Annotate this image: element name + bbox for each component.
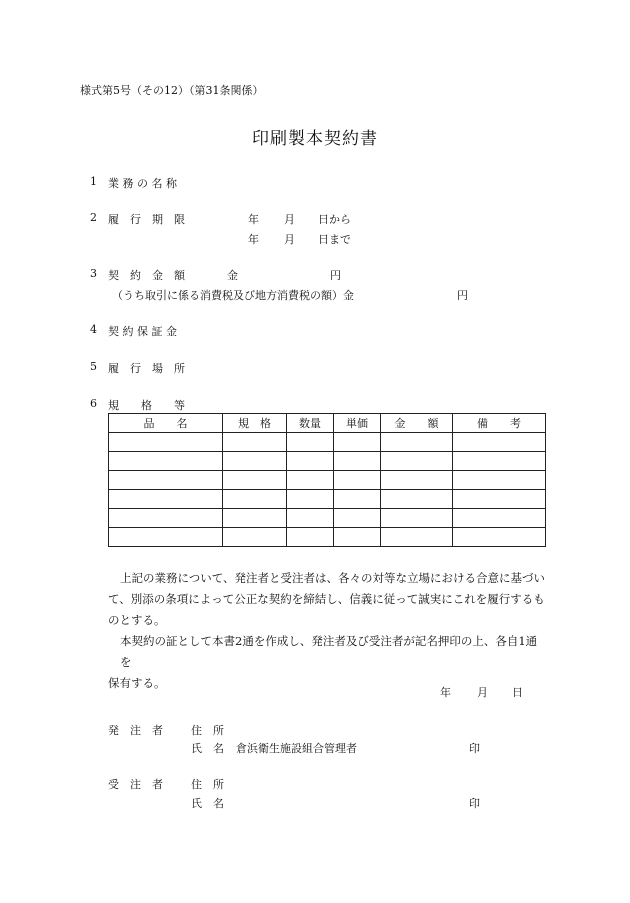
item-4-number: 4 (90, 323, 97, 336)
tax-amount-en: 円 (457, 289, 468, 302)
item-1-label: 業 務 の 名 称 (108, 177, 177, 190)
table-cell[interactable] (223, 528, 287, 547)
table-cell[interactable] (223, 509, 287, 528)
paragraph-1-line-1: 上記の業務について、発注者と受注者は、各々の対等な立場における合意に基づい (120, 571, 546, 585)
contractor-name-label: 氏 名 (191, 797, 224, 810)
table-cell[interactable] (287, 509, 334, 528)
table-cell[interactable] (381, 509, 453, 528)
table-cell[interactable] (453, 452, 546, 471)
contractor-seal: 印 (469, 797, 480, 810)
col-header-amount: 金 額 (381, 414, 453, 433)
table-row (109, 471, 546, 490)
contractor-role: 受 注 者 (108, 778, 163, 791)
period-start-month: 月 (284, 213, 295, 226)
table-cell[interactable] (381, 452, 453, 471)
period-end-month: 月 (284, 233, 295, 246)
table-row (109, 452, 546, 471)
col-header-unit-price: 単価 (334, 414, 381, 433)
table-cell[interactable] (453, 471, 546, 490)
item-6-number: 6 (90, 397, 97, 410)
table-cell[interactable] (334, 452, 381, 471)
paragraph-1-line-2: て、別添の条項によって公正な契約を締結し、信義に従って誠実にこれを履行するも (108, 592, 545, 606)
col-header-remarks: 備 考 (453, 414, 546, 433)
table-cell[interactable] (334, 490, 381, 509)
orderer-name-label: 氏 名 (191, 742, 224, 755)
table-cell[interactable] (109, 509, 223, 528)
item-3-label: 契 約 金 額 (108, 269, 185, 282)
table-row (109, 490, 546, 509)
page-title: 印刷製本契約書 (252, 129, 378, 149)
spec-table (108, 413, 546, 547)
table-row (109, 528, 546, 547)
item-6-label: 規 格 等 (108, 399, 185, 412)
orderer-name-value: 倉浜衛生施設組合管理者 (236, 742, 357, 755)
period-start-day: 日から (318, 213, 351, 226)
table-cell[interactable] (287, 471, 334, 490)
table-cell[interactable] (381, 471, 453, 490)
table-row (109, 433, 546, 452)
period-end-day: 日まで (318, 233, 351, 246)
period-end-year: 年 (248, 233, 259, 246)
table-cell[interactable] (381, 490, 453, 509)
contract-date-day: 日 (512, 686, 523, 699)
table-cell[interactable] (223, 433, 287, 452)
contract-date-year: 年 (440, 686, 451, 699)
table-cell[interactable] (109, 528, 223, 547)
paragraph-2-line-1: 本契約の証として本書2通を作成し、発注者及び受注者が記名押印の上、各自1通を (120, 634, 538, 669)
table-cell[interactable] (334, 433, 381, 452)
table-cell[interactable] (453, 528, 546, 547)
item-1-number: 1 (90, 175, 97, 188)
table-cell[interactable] (287, 490, 334, 509)
table-cell[interactable] (287, 433, 334, 452)
table-row (109, 509, 546, 528)
contract-paragraph-1 (108, 568, 548, 631)
col-header-quantity: 数量 (287, 414, 334, 433)
table-cell[interactable] (381, 433, 453, 452)
paragraph-1-line-3: のとする。 (108, 613, 166, 627)
orderer-seal: 印 (469, 742, 480, 755)
orderer-role: 発 注 者 (108, 724, 163, 737)
contract-date-month: 月 (477, 686, 488, 699)
table-cell[interactable] (109, 452, 223, 471)
table-cell[interactable] (109, 471, 223, 490)
form-number: 様式第5号（その12）（第31条関係） (80, 84, 264, 97)
item-5-number: 5 (90, 360, 97, 373)
table-cell[interactable] (223, 471, 287, 490)
table-cell[interactable] (109, 433, 223, 452)
table-cell[interactable] (287, 528, 334, 547)
col-header-item-name: 品 名 (109, 414, 223, 433)
table-cell[interactable] (334, 528, 381, 547)
period-start-year: 年 (248, 213, 259, 226)
table-cell[interactable] (109, 490, 223, 509)
orderer-address-label: 住 所 (191, 724, 224, 737)
paragraph-2-line-2: 保有する。 (108, 676, 166, 690)
table-cell[interactable] (223, 452, 287, 471)
amount-en: 円 (330, 269, 341, 282)
table-cell[interactable] (334, 471, 381, 490)
amount-kin: 金 (227, 269, 238, 282)
table-cell[interactable] (453, 433, 546, 452)
contractor-address-label: 住 所 (191, 778, 224, 791)
col-header-spec: 規 格 (223, 414, 287, 433)
tax-amount-label: （うち取引に係る消費税及び地方消費税の額）金 (112, 289, 354, 302)
item-5-label: 履 行 場 所 (108, 362, 185, 375)
item-4-label: 契 約 保 証 金 (108, 325, 177, 338)
table-cell[interactable] (453, 509, 546, 528)
item-2-number: 2 (90, 211, 97, 224)
item-3-number: 3 (90, 267, 97, 280)
table-cell[interactable] (223, 490, 287, 509)
table-cell[interactable] (287, 452, 334, 471)
table-cell[interactable] (453, 490, 546, 509)
table-cell[interactable] (334, 509, 381, 528)
item-2-label: 履 行 期 限 (108, 213, 185, 226)
table-header-row (109, 414, 546, 433)
table-cell[interactable] (381, 528, 453, 547)
